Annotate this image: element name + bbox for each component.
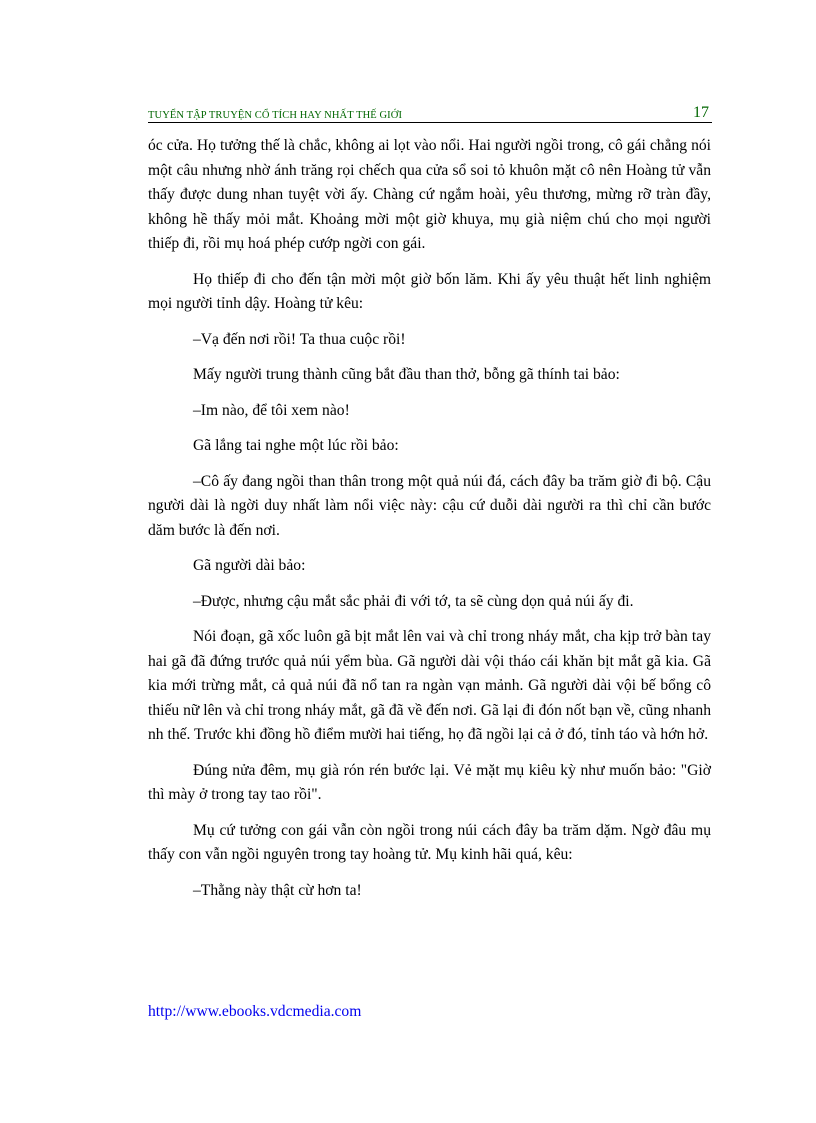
paragraph: Nói đoạn, gã xốc luôn gã bịt mắt lên vai và chỉ trong nháy mắt, cha kịp trở bàn tay hai gã đã đứng trước quả núi yểm bùa. Gã người dài vội tháo cái khăn bịt mắt gã kia. Gã kia mới trừng mắt, cả quả núi đã nổ tan ra ngàn vạn mảnh. Gã người dài vội bế bổng cô thiếu nữ lên và chỉ trong nháy mắt, gã đã về đến nơi. Gã lại đi đón nốt bạn về, cũng nhanh nh thế. Trước khi đồng hồ điểm mười hai tiếng, họ đã ngồi lại cả ở đó, tỉnh táo và hớn hở.: [148, 628, 711, 743]
paragraph: Mụ cứ tưởng con gái vẫn còn ngồi trong núi cách đây ba trăm dặm. Ngờ đâu mụ thấy con vẫn ngồi nguyên trong tay hoàng tử. Mụ kinh hãi quá, kêu:: [148, 821, 711, 863]
header-rule: [148, 122, 712, 123]
story-text: [148, 134, 711, 914]
book-title: TUYỂN TẬP TRUYỆN CỔ TÍCH HAY NHẤT THẾ GIỚI: [148, 110, 403, 121]
paragraph: Đúng nửa đêm, mụ già rón rén bước lại. Vẻ mặt mụ kiêu kỳ như muốn bảo: "Giờ thì mày ở trong tay tao rồi".: [148, 761, 711, 803]
paragraph: óc cửa. Họ tưởng thế là chắc, không ai lọt vào nổi. Hai người ngồi trong, cô gái chẳng nói một câu nhưng nhờ ánh trăng rọi chếch qua cửa sổ soi tỏ khuôn mặt cô nên Hoàng tử vẫn thấy được dung nhan tuyệt vời ấy. Chàng cứ ngắm hoài, yêu thương, mừng rỡ tràn đầy, không hề thấy mỏi mắt. Khoảng mời một giờ khuya, mụ già niệm chú cho mọi người thiếp đi, rồi mụ hoá phép cướp ngời con gái.: [148, 137, 711, 252]
paragraph: Họ thiếp đi cho đến tận mời một giờ bốn lăm. Khi ấy yêu thuật hết linh nghiệm mọi người tỉnh dậy. Hoàng tử kêu:: [148, 270, 711, 312]
paragraph: Gã lắng tai nghe một lúc rồi bảo:: [193, 437, 399, 454]
footer-website-link[interactable]: http://www.ebooks.vdcmedia.com: [148, 1003, 362, 1020]
paragraph: Gã người dài bảo:: [193, 557, 306, 574]
dialogue-line: –Vạ đến nơi rồi! Ta thua cuộc rồi!: [193, 330, 406, 348]
dialogue-line: –Cô ấy đang ngồi than thân trong một quả núi đá, cách đây ba trăm giờ đi bộ. Cậu người dài là ngời duy nhất làm nổi việc này: cậu cứ duỗi dài người ra thì chỉ cần bước dăm bước là đến nơi.: [148, 472, 711, 539]
paragraph: Mấy người trung thành cũng bắt đầu than thở, bỗng gã thính tai bảo:: [193, 366, 620, 383]
running-header: [148, 104, 711, 124]
dialogue-line: –Im nào, để tôi xem nào!: [193, 401, 350, 419]
dialogue-line: –Thằng này thật cừ hơn ta!: [193, 881, 362, 899]
page-number: 17: [693, 104, 709, 121]
dialogue-line: –Được, nhưng cậu mắt sắc phải đi với tớ, ta sẽ cùng dọn quả núi ấy đi.: [193, 592, 634, 610]
